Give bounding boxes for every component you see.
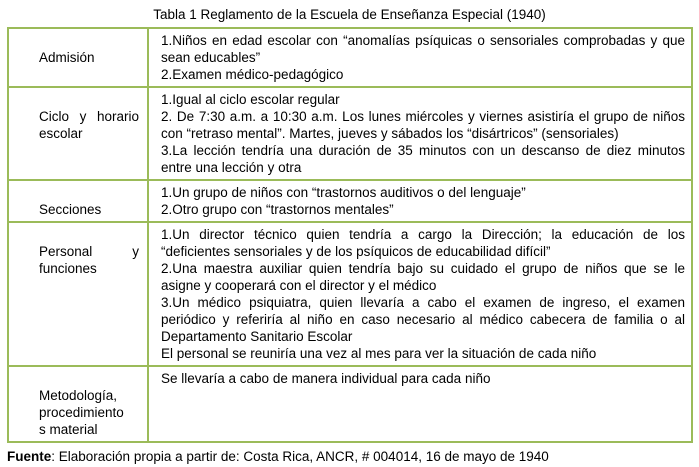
row-label-cell <box>9 223 149 365</box>
source-note-label: Fuente <box>7 449 52 464</box>
rules-table <box>7 27 693 443</box>
row-label-cell <box>9 29 149 86</box>
rule-item: 1.Igual al ciclo escolar regular <box>161 92 340 107</box>
rule-item: 2.Examen médico-pedagógico <box>161 67 344 82</box>
row-label: Secciones <box>39 202 102 217</box>
rule-item: 2. De 7:30 a.m. a 10:30 a.m. Los lunes miércoles y viernes asistiría el grupo de niños con “retraso mental”. Martes, jueves y sábados los “disártricos” (sensoriales) <box>161 109 685 141</box>
table-row <box>9 367 691 441</box>
rule-item: 2.Una maestra auxiliar quien tendría bajo su cuidado el grupo de niños que se le asigne y cooperará con el director y el médico <box>161 261 685 293</box>
row-label: Admisión <box>39 50 95 65</box>
rule-item: El personal se reuniría una vez al mes para ver la situación de cada niño <box>161 346 597 361</box>
table-row <box>9 223 691 367</box>
row-items <box>149 367 691 441</box>
table-row <box>9 29 691 88</box>
row-items <box>149 29 691 86</box>
row-label-cell <box>9 367 149 441</box>
rule-item: 3.La lección tendría una duración de 35 minutos con un descanso de diez minutos entre una lección y otra <box>161 143 685 175</box>
rule-item: 2.Otro grupo con “trastornos mentales” <box>161 202 394 217</box>
table-caption: Tabla 1 Reglamento de la Escuela de Enseñanza Especial (1940) <box>153 7 546 22</box>
rule-item: 1.Un grupo de niños con “trastornos auditivos o del lenguaje” <box>161 185 526 200</box>
row-label: Personal y funciones <box>39 244 139 276</box>
source-note-text: : Elaboración propia a partir de: Costa Rica, ANCR, # 004014, 16 de mayo de 1940 <box>51 449 549 464</box>
row-items <box>149 181 691 221</box>
rules-table-body <box>9 29 691 441</box>
row-items <box>149 223 691 365</box>
rule-item: 1.Un director técnico quien tendría a cargo la Dirección; la educación de los “deficientes sensoriales y de los psíquicos de educabilidad difícil” <box>161 227 685 259</box>
rule-item: 1.Niños en edad escolar con “anomalías psíquicas o sensoriales comprobadas y que sean educables” <box>161 33 685 65</box>
rule-item: 3.Un médico psiquiatra, quien llevaría a cabo el examen de ingreso, el examen periódico y referiría al niño en caso necesario al médico cabecera de familia o al Departamento Sanitario Escolar <box>161 295 685 344</box>
table-row <box>9 88 691 181</box>
source-note <box>7 448 699 465</box>
row-items <box>149 88 691 179</box>
table-row <box>9 181 691 223</box>
row-label-cell <box>9 181 149 221</box>
row-label-cell <box>9 88 149 179</box>
row-label: Ciclo y horario escolar <box>39 109 139 141</box>
rule-item: Se llevaría a cabo de manera individual para cada niño <box>161 371 491 386</box>
row-label: Metodología, procedimiento s material <box>39 388 124 437</box>
